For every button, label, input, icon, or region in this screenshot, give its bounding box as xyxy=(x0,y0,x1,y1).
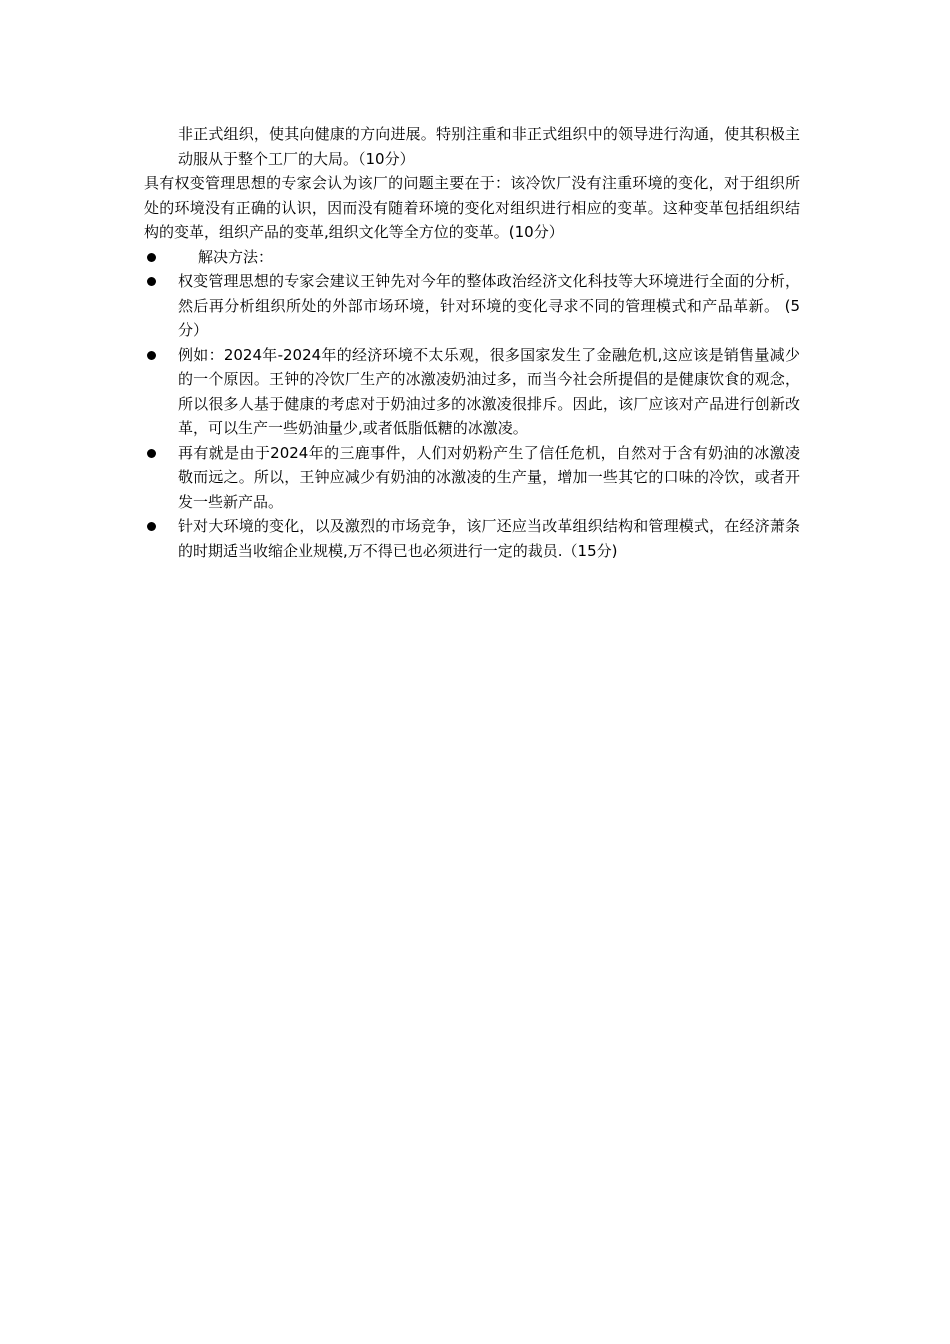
list-item-text: 例如：2024年-2024年的经济环境不太乐观，很多国家发生了金融危机,这应该是销售量减少的一个原因。王钟的冷饮厂生产的冰激凌奶油过多，而当今社会所提倡的是健康饮食的观念，所以很多人基于健康的考虑对于奶油过多的冰激凌很排斥。因此，该厂应该对产品进行创新改革，可以生产一些奶油量少,或者低脂低糖的冰激凌。 xyxy=(178,345,800,437)
bullet-list xyxy=(144,245,800,564)
list-item-text: 针对大环境的变化，以及激烈的市场竞争，该厂还应当改革组织结构和管理模式，在经济萧条的时期适当收缩企业规模,万不得已也必须进行一定的裁员.（15分) xyxy=(178,517,800,560)
list-item xyxy=(144,343,800,441)
list-item xyxy=(144,441,800,515)
list-item xyxy=(144,245,800,270)
list-item-text: 再有就是由于2024年的三鹿事件，人们对奶粉产生了信任危机，自然对于含有奶油的冰激凌敬而远之。所以，王钟应减少有奶油的冰激凌的生产量，增加一些其它的口味的冷饮，或者开发一些新产品。 xyxy=(178,443,800,511)
list-item xyxy=(144,514,800,563)
list-item-text: 解决方法： xyxy=(198,247,274,266)
list-item xyxy=(144,269,800,343)
bullet-dot-icon xyxy=(147,277,156,286)
bullet-dot-icon xyxy=(147,522,156,531)
bullet-dot-icon xyxy=(147,253,156,262)
list-item-text: 权变管理思想的专家会建议王钟先对今年的整体政治经济文化科技等大环境进行全面的分析，然后再分析组织所处的外部市场环境，针对环境的变化寻求不同的管理模式和产品革新。 (5分） xyxy=(178,272,800,339)
document-body xyxy=(144,122,800,563)
expert-paragraph: 具有权变管理思想的专家会认为该厂的问题主要在于：该冷饮厂没有注重环境的变化，对于组织所处的环境没有正确的认识，因而没有随着环境的变化对组织进行相应的变革。这种变革包括组织结构的变革，组织产品的变革,组织文化等全方位的变革。(10分） xyxy=(144,174,800,241)
bullet-dot-icon xyxy=(147,449,156,458)
continuation-paragraph: 非正式组织，使其向健康的方向进展。特别注重和非正式组织中的领导进行沟通，使其积极主动服从于整个工厂的大局。（10分） xyxy=(178,125,800,168)
bullet-dot-icon xyxy=(147,351,156,360)
